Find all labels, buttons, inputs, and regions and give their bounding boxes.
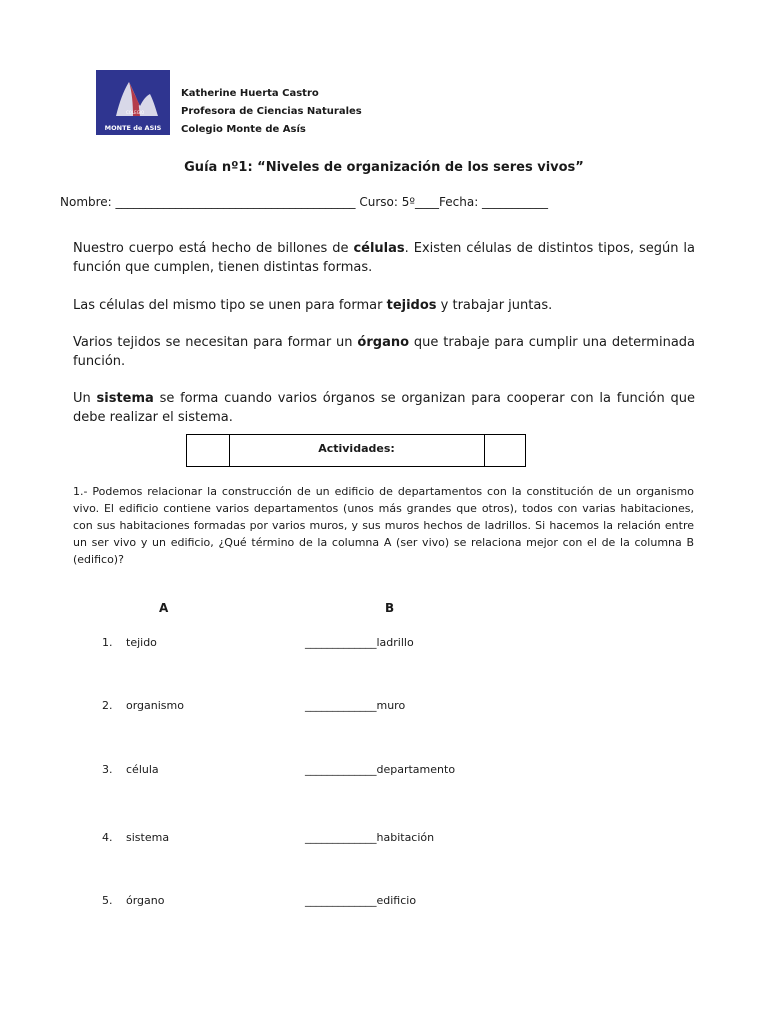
activities-label: Actividades:: [318, 442, 395, 455]
paragraph-cells: [73, 239, 695, 277]
column-a-term: órgano: [126, 894, 165, 907]
table-divider: [484, 435, 485, 466]
question-1-text: 1.- Podemos relacionar la construcción de un edificio de departamentos con la constitución de un organismo vivo. El edificio contiene varios departamentos (unos más grandes que otros), todos con varias habitaciones, con sus habitaciones formadas por varios muros, y sus muros hechos de ladrillos. Si hacemos la relación entre un ser vivo y un edificio, ¿Qué término de la columna A (ser vivo) se relaciona mejor con el de la columna B (edifico)?: [73, 485, 694, 566]
paragraph-organ-text-end: que trabaje para cumplir una determinada función.: [73, 335, 695, 369]
column-b-blank: _____________habitación: [305, 831, 435, 844]
column-a-header: A: [159, 601, 169, 615]
logo-text-small: COLEGIO: [126, 110, 145, 115]
teacher-name: Katherine Huerta Castro: [181, 88, 319, 99]
paragraph-tissues-text: Las células del mismo tipo se unen para formar: [73, 298, 387, 313]
paragraph-system-text: Un: [73, 391, 97, 406]
keyword-celulas: células: [353, 241, 405, 256]
paragraph-cells-text: Nuestro cuerpo está hecho de billones de: [73, 241, 354, 256]
column-b-blank: _____________edificio: [305, 894, 417, 907]
item-number: 3.: [102, 763, 113, 776]
guide-title: Guía nº1: “Niveles de organización de los seres vivos”: [184, 160, 584, 175]
item-number: 5.: [102, 894, 113, 907]
keyword-organo: órgano: [357, 335, 410, 350]
column-b-header: B: [385, 601, 395, 615]
column-a-term: tejido: [126, 636, 157, 649]
teacher-role: Profesora de Ciencias Naturales: [181, 106, 362, 117]
student-fields-line: Nombre: ________________________________________ Curso: 5º____Fecha: ___________: [60, 195, 549, 209]
school-name: Colegio Monte de Asís: [181, 124, 306, 135]
keyword-sistema: sistema: [96, 391, 154, 406]
paragraph-system-text-end: se forma cuando varios órganos se organizan para cooperar con la función que debe realizar el sistema.: [73, 391, 696, 425]
school-logo: [96, 70, 170, 135]
column-b-blank: _____________departamento: [305, 763, 456, 776]
paragraph-organ: [73, 333, 695, 371]
keyword-tejidos: tejidos: [386, 298, 437, 313]
column-a-term: sistema: [126, 831, 170, 844]
column-a-term: célula: [126, 763, 159, 776]
activities-table: [186, 434, 526, 467]
paragraph-tissues-text-end: y trabajar juntas.: [436, 298, 553, 313]
column-b-blank: _____________ladrillo: [305, 636, 414, 649]
column-a-term: organismo: [126, 699, 184, 712]
item-number: 4.: [102, 831, 113, 844]
logo-text: MONTE de ASIS: [104, 124, 162, 132]
paragraph-organ-text: Varios tejidos se necesitan para formar un: [73, 335, 358, 350]
paragraph-tissues: [73, 296, 695, 315]
paragraph-cells-text-end: . Existen células de distintos tipos, según la función que cumplen, tienen distintas formas.: [73, 241, 695, 275]
item-number: 2.: [102, 699, 113, 712]
item-number: 1.: [102, 636, 113, 649]
column-b-blank: _____________muro: [305, 699, 406, 712]
paragraph-system: [73, 389, 695, 427]
